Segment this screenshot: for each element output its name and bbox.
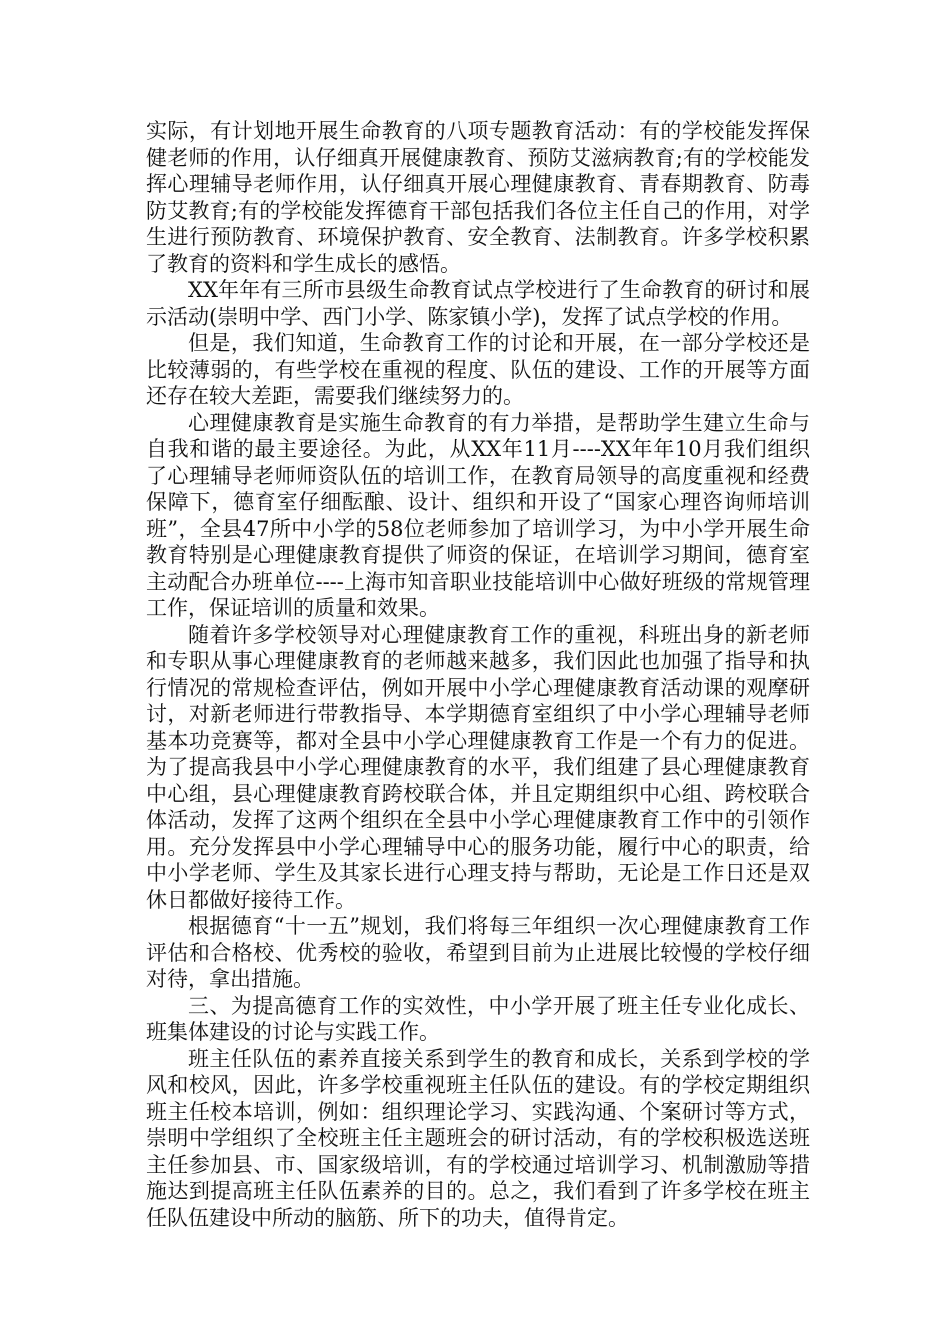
paragraph-life-education-activities: 实际，有计划地开展生命教育的八项专题教育活动：有的学校能发挥保健老师的作用，认仔细真开展健康教育、预防艾滋病教育;有的学校能发挥心理辅导老师作用，认仔细真开展心理健康教育、青春期教育、防毒防艾教育;有的学校能发挥德育干部包括我们各位主任自己的作用，对学生进行预防教育、环境保护教育、安全教育、法制教育。许多学校积累了教育的资料和学生成长的感悟。 (146, 119, 810, 276)
document-body (146, 118, 810, 1231)
paragraph-mental-health-training: 心理健康教育是实施生命教育的有力举措，是帮助学生建立生命与自我和谐的最主要途径。为此，从XX年11月----XX年年10月我们组织了心理辅导老师师资队伍的培训工作，在教育局领导的高度重视和经费保障下，德育室仔细酝酿、设计、组织和开设了“国家心理咨询师培训班”，全县47所中小学的58位老师参加了培训学习，为中小学开展生命教育特别是心理健康教育提供了师资的保证，在培训学习期间，德育室主动配合办班单位----上海市知音职业技能培训中心做好班级的常规管理工作，保证培训的质量和效果。 (146, 410, 810, 620)
paragraph-mental-health-guidance: 随着许多学校领导对心理健康教育工作的重视，科班出身的新老师和专职从事心理健康教育的老师越来越多，我们因此也加强了指导和执行情况的常规检查评估，例如开展中小学心理健康教育活动课的观摩研讨，对新老师进行带教指导、本学期德育室组织了中小学心理辅导老师基本功竞赛等，都对全县中小学心理健康教育工作是一个有力的促进。为了提高我县中小学心理健康教育的水平，我们组建了县心理健康教育中心组，县心理健康教育跨校联合体，并且定期组织中心组、跨校联合体活动，发挥了这两个组织在全县中小学心理健康教育工作中的引领作用。充分发挥县中小学心理辅导中心的服务功能，履行中心的职责，给中小学老师、学生及其家长进行心理支持与帮助，无论是工作日还是双休日都做好接待工作。 (146, 622, 810, 912)
paragraph-section-three-heading: 三、为提高德育工作的实效性，中小学开展了班主任专业化成长、班集体建设的讨论与实践工作。 (146, 993, 810, 1044)
paragraph-pilot-schools: XX年年有三所市县级生命教育试点学校进行了生命教育的研讨和展示活动(崇明中学、西门小学、陈家镇小学)，发挥了试点学校的作用。 (146, 278, 810, 329)
paragraph-weaknesses: 但是，我们知道，生命教育工作的讨论和开展，在一部分学校还是比较薄弱的，有些学校在重视的程度、队伍的建设、工作的开展等方面还存在较大差距，需要我们继续努力的。 (146, 331, 810, 408)
paragraph-evaluation-plan: 根据德育“十一五”规划，我们将每三年组织一次心理健康教育工作评估和合格校、优秀校的验收，希望到目前为止进展比较慢的学校仔细对待，拿出措施。 (146, 914, 810, 991)
paragraph-class-teacher-team: 班主任队伍的素养直接关系到学生的教育和成长，关系到学校的学风和校风，因此，许多学校重视班主任队伍的建设。有的学校定期组织班主任校本培训，例如：组织理论学习、实践沟通、个案研讨等方式，崇明中学组织了全校班主任主题班会的研讨活动，有的学校积极选送班主任参加县、市、国家级培训，有的学校通过培训学习、机制激励等措施达到提高班主任队伍素养的目的。总之，我们看到了许多学校在班主任队伍建设中所动的脑筋、所下的功夫，值得肯定。 (146, 1046, 810, 1230)
